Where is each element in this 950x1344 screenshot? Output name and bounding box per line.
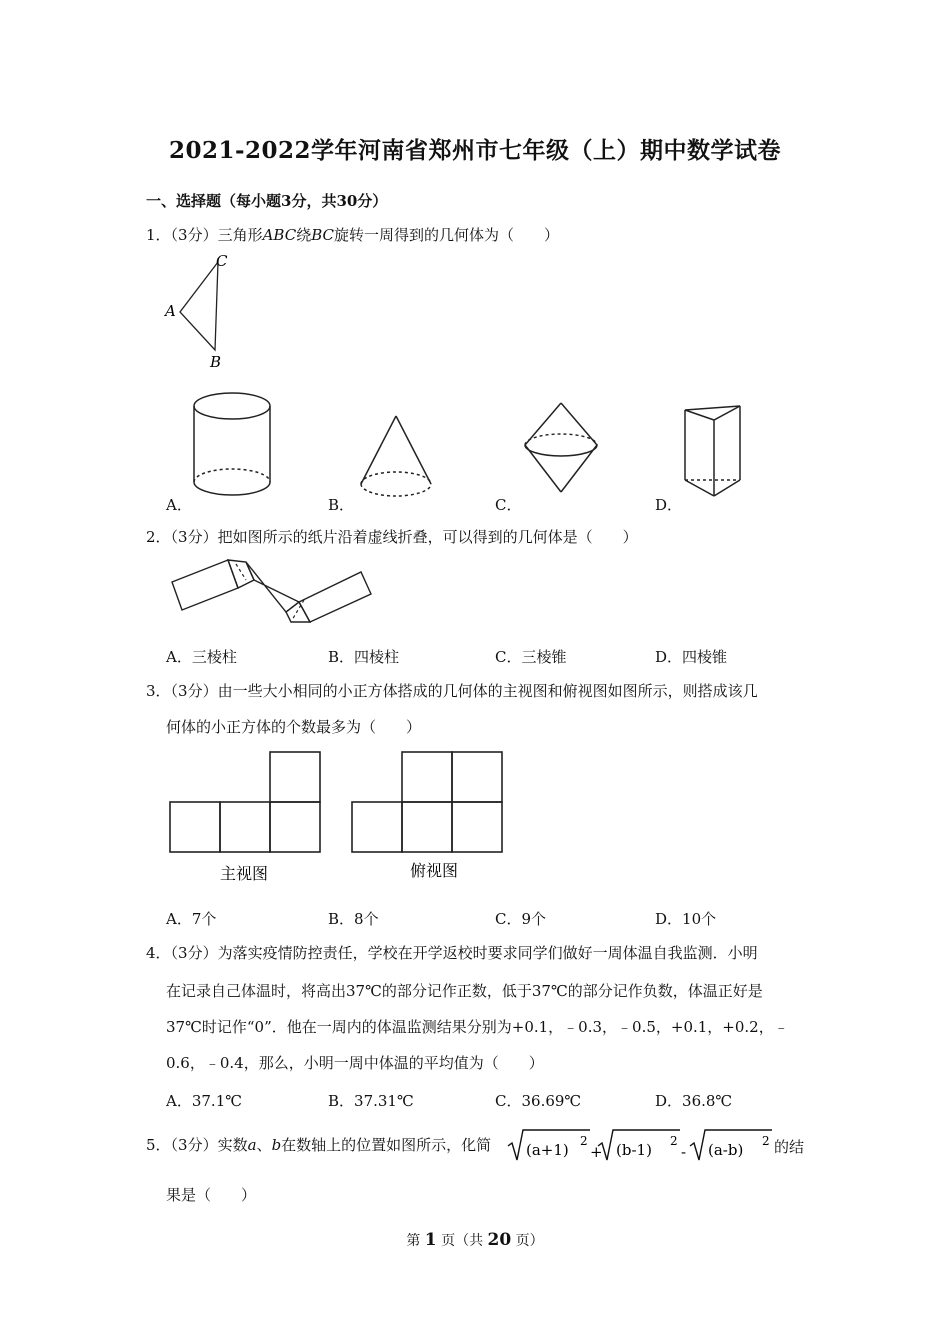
radicand-2: (b-1) xyxy=(616,1141,652,1159)
cone-figure xyxy=(355,410,437,502)
footer-pre: 第 xyxy=(406,1233,421,1249)
minus-sign: - xyxy=(681,1143,687,1161)
top-view-grid xyxy=(352,752,502,852)
q3-option-d[interactable]: D．10个 xyxy=(655,910,717,928)
exponent-3: 2 xyxy=(762,1134,770,1148)
cylinder-figure xyxy=(188,386,278,502)
q2-option-d[interactable]: D．四棱锥 xyxy=(655,648,728,666)
question-4-line-1: 4．（3分）为落实疫情防控责任，学校在开学返校时要求同学们做好一周体温自我监测．小明 xyxy=(146,944,758,962)
q5-var-b: b xyxy=(271,1136,282,1154)
prism-figure xyxy=(680,402,744,500)
question-4-line-2: 在记录自己体温时，将高出37℃的部分记作正数，低于37℃的部分记作负数，体温正好是 xyxy=(166,982,763,1000)
q1-mid: 绕 xyxy=(296,226,312,244)
q4-option-c[interactable]: C．36.69℃ xyxy=(495,1092,582,1110)
q2-option-c[interactable]: C．三棱锥 xyxy=(495,648,567,666)
question-3-line-2: 何体的小正方体的个数最多为（ ） xyxy=(166,718,422,736)
exponent-1: 2 xyxy=(580,1134,588,1148)
front-view-label: 主视图 xyxy=(220,864,269,883)
q4-option-b[interactable]: B．37.31℃ xyxy=(328,1092,414,1110)
section-heading: 一、选择题（每小题3分，共30分） xyxy=(146,192,388,210)
q1-suffix: 旋转一周得到的几何体为（ ） xyxy=(334,226,560,244)
exponent-2: 2 xyxy=(670,1134,678,1148)
label-b: B xyxy=(210,353,222,371)
q1-prefix: 1．（3分）三角形 xyxy=(146,226,263,244)
page-total: 20 xyxy=(487,1230,512,1250)
q3-option-c[interactable]: C．9个 xyxy=(495,910,547,928)
q5-mid: 在数轴上的位置如图所示，化简 xyxy=(281,1136,492,1154)
footer-post: 页） xyxy=(515,1233,544,1249)
q5-prefix: 5．（3分）实数 xyxy=(146,1136,248,1154)
radicand-1: (a+1) xyxy=(526,1141,569,1159)
q2-option-a[interactable]: A．三棱柱 xyxy=(166,648,237,666)
q1-option-d[interactable]: D． xyxy=(655,496,683,514)
q1-option-c[interactable]: C． xyxy=(495,496,522,514)
question-4-line-3: 37℃时记作“0”．他在一周内的体温监测结果分别为+0.1，﹣0.3，﹣0.5，+0.1，+0.2，﹣ xyxy=(166,1018,789,1036)
question-2: 2．（3分）把如图所示的纸片沿着虚线折叠，可以得到的几何体是（ ） xyxy=(146,528,638,546)
question-4-line-4: 0.6，﹣0.4，那么，小明一周中体温的平均值为（ ） xyxy=(166,1054,544,1072)
q1-option-b[interactable]: B． xyxy=(328,496,355,514)
label-a: A xyxy=(165,302,176,320)
q1-option-a[interactable]: A． xyxy=(166,496,192,514)
q4-option-d[interactable]: D．36.8℃ xyxy=(655,1092,733,1110)
question-5-line-2: 果是（ ） xyxy=(166,1186,257,1204)
front-view-grid xyxy=(170,752,320,852)
radical-expression xyxy=(506,1126,792,1166)
q5-var-a: a xyxy=(247,1136,257,1154)
views-figure xyxy=(168,748,508,888)
radicand-3: (a-b) xyxy=(708,1141,744,1159)
label-c: C xyxy=(216,252,228,270)
page-title: 2021-2022学年河南省郑州市七年级（上）期中数学试卷 xyxy=(168,137,782,164)
q1-abc: ABC xyxy=(262,226,297,244)
triangle-abc-figure xyxy=(160,250,240,372)
plus-sign: + xyxy=(590,1143,603,1161)
q3-option-a[interactable]: A．7个 xyxy=(166,910,217,928)
q1-bc: BC xyxy=(311,226,335,244)
top-view-label: 俯视图 xyxy=(410,861,459,880)
q3-option-b[interactable]: B．8个 xyxy=(328,910,379,928)
page-footer xyxy=(0,1230,950,1250)
question-3-line-1: 3．（3分）由一些大小相同的小正方体搭成的几何体的主视图和俯视图如图所示，则搭成该几 xyxy=(146,682,758,700)
question-1 xyxy=(146,226,559,244)
q5-suffix: 的结 xyxy=(774,1138,805,1156)
folding-paper-net-figure xyxy=(166,550,376,626)
q5-sep: 、 xyxy=(256,1136,272,1154)
page-number: 1 xyxy=(424,1230,437,1250)
q2-option-b[interactable]: B．四棱柱 xyxy=(328,648,400,666)
double-cone-figure xyxy=(520,400,602,496)
q4-option-a[interactable]: A．37.1℃ xyxy=(166,1092,243,1110)
footer-mid: 页（共 xyxy=(441,1233,484,1249)
question-5-line-1 xyxy=(146,1136,491,1154)
